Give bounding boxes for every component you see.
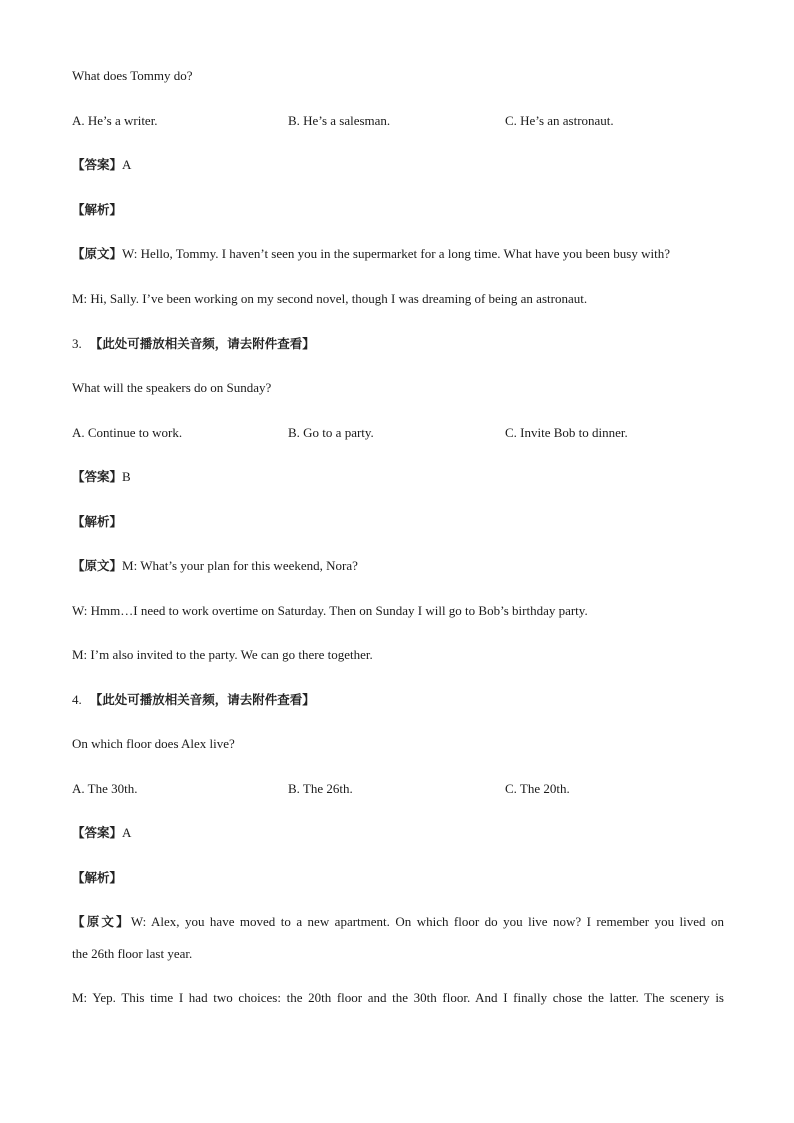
transcript-text: W: Alex, you have moved to a new apartment. On which floor do you live now? I remember you lived on (130, 914, 724, 929)
transcript-line: M: Hi, Sally. I’ve been working on my second novel, though I was dreaming of being an astronaut. (72, 291, 588, 306)
question-text: What does Tommy do? (72, 68, 193, 83)
option-c: C. He’s an astronaut. (505, 113, 614, 128)
analysis-label-line (72, 869, 724, 887)
answer-label: 【答案】 (72, 469, 123, 484)
option-b: B. Go to a party. (288, 425, 374, 440)
option-a: A. He’s a writer. (72, 113, 158, 128)
original-label: 【原文】 (72, 246, 123, 261)
analysis-label: 【解析】 (72, 202, 123, 217)
answer-line (72, 824, 724, 842)
audio-note: 【此处可播放相关音频，请去附件查看】 (89, 692, 315, 707)
original-label: 【原文】 (72, 914, 131, 929)
answer-value: A (122, 825, 132, 840)
transcript-line: W: Hmm…I need to work overtime on Saturday. Then on Sunday I will go to Bob’s birthday party. (72, 603, 588, 618)
transcript-line: M: Yep. This time I had two choices: the 20th floor and the 30th floor. And I finally chose the latter. The scenery is (72, 990, 724, 1005)
analysis-label: 【解析】 (72, 870, 123, 885)
question-number: 3. (72, 336, 82, 351)
option-c: C. The 20th. (505, 781, 570, 796)
option-b: B. The 26th. (288, 781, 353, 796)
answer-label: 【答案】 (72, 157, 123, 172)
analysis-label: 【解析】 (72, 514, 123, 529)
question-number: 4. (72, 692, 82, 707)
option-a: A. Continue to work. (72, 425, 183, 440)
question-text: On which floor does Alex live? (72, 736, 235, 751)
answer-line (72, 468, 724, 486)
answer-line (72, 156, 724, 174)
option-c: C. Invite Bob to dinner. (505, 425, 628, 440)
transcript-text: W: Hello, Tommy. I haven’t seen you in the supermarket for a long time. What have you been busy with? (122, 246, 670, 261)
transcript-line: the 26th floor last year. (72, 946, 193, 961)
analysis-label-line (72, 513, 724, 531)
transcript-line (72, 913, 724, 931)
original-label: 【原文】 (72, 558, 123, 573)
transcript-line (72, 557, 724, 575)
transcript-text: M: What’s your plan for this weekend, Nora? (122, 558, 358, 573)
question-text: What will the speakers do on Sunday? (72, 380, 272, 395)
option-a: A. The 30th. (72, 781, 138, 796)
audio-note: 【此处可播放相关音频，请去附件查看】 (89, 336, 315, 351)
transcript-line (72, 245, 724, 263)
analysis-label-line (72, 201, 724, 219)
transcript-line: M: I’m also invited to the party. We can go there together. (72, 647, 373, 662)
answer-value: B (122, 469, 131, 484)
question-header (72, 335, 724, 353)
question-header (72, 691, 724, 709)
option-b: B. He’s a salesman. (288, 113, 391, 128)
answer-label: 【答案】 (72, 825, 123, 840)
answer-value: A (122, 157, 132, 172)
